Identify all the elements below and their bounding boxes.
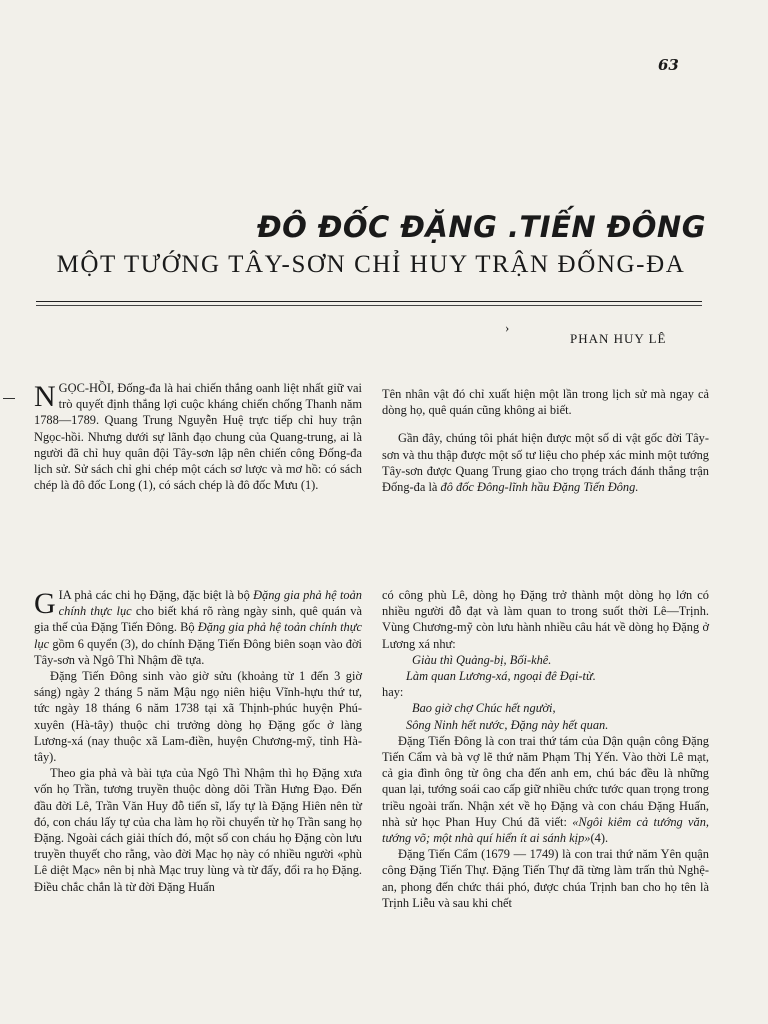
title-rule-thick (36, 301, 702, 302)
body-paragraph-6: Đặng Tiến Cẩm (1679 — 1749) là con trai thứ năm Yên quận công Đặng Tiến Thự. Đặng Tiến Thự đã từng làm trấn thủ Nghệ-an, phong đến chức thái phó, được chúa Trịnh ban cho họ tên là Trịnh Liễu và sau khi chết (382, 847, 709, 910)
verse-line-4: Sông Ninh hết nước, Đặng này hết quan. (406, 717, 609, 732)
intro-paragraph-3 (382, 430, 709, 495)
article-title: ĐÔ ĐỐC ĐẶNG .TIẾN ĐÔNG (257, 210, 706, 244)
body-paragraph-3: Theo gia phả và bài tựa của Ngô Thì Nhậm thì họ Đặng xưa vốn họ Trần, tương truyền thuộc dòng dõi Trần Hưng Đạo. Đến đầu đời Lê, Trần Văn Huy đỗ tiến sĩ, lấy tự là Đặng Hiên nên từ đó, con cháu lấy tự của cha làm họ rồi chuyển từ họ Trần sang họ Đặng. Ngoài cách giải thích đó, một số con cháu họ Đặng còn lưu truyền thuyết cho rằng, vào đời Mạc họ này có nhiều người «phù Lê diệt Mạc» nên bị nhà Mạc truy lùng và từ đấy, đổi ra họ Đặng. Điều chắc chắn là từ đời Đặng Huấn (34, 766, 362, 894)
body-paragraph-4: có công phù Lê, dòng họ Đặng trở thành một dòng họ lớn có nhiều người đỗ đạt và làm quan to trong suốt thời Lê—Trịnh. Vùng Chương-mỹ còn lưu hành nhiều câu hát về dòng họ Đặng ở Lương xá như: (382, 588, 709, 651)
intro-text: GỌC-HỒI, Đống-đa là hai chiến thắng oanh liệt nhất giữ vai trò quyết định thắng lợi cuộc kháng chiến chống Thanh năm 1788—1789. Quang Trung Nguyễn Huệ trực tiếp chỉ huy trận Ngọc-hồi. Nhưng dưới sự lãnh đạo chung của Quang-trung, ai là người đã chỉ huy quân đội Tây-sơn lập nên chiến công Đống-đa lịch sử. Sử sách chỉ ghi chép một cách sơ lược và mơ hồ: có sách chép là đô đốc Long (1), có sách chép là đô đốc Mưu (1). (34, 381, 362, 493)
drop-cap-2: G (34, 587, 56, 620)
page-number: 63 (658, 56, 679, 74)
verse-line-2: Làm quan Lương-xá, ngoại đê Đại-từ. (406, 669, 596, 684)
verse-line-1: Giàu thì Quảng-bị, Bối-khê. (412, 652, 552, 667)
body-paragraph-2: Đặng Tiến Đông sinh vào giờ sửu (khoảng từ 1 đến 3 giờ sáng) ngày 2 tháng 5 năm Mậu ngọ niên hiệu Vĩnh-hựu thứ tư, tức ngày 18 tháng 6 năm 1738 tại xã Thịnh-phúc huyện Phú-xuyên (Hà-tây) thuộc chi trưởng dòng họ Đặng gốc ở làng Lương-xá (nay thuộc xã Lam-điền, huyện Chương-mỹ, tỉnh Hà-tây). (34, 669, 362, 765)
intro-text-3: Gần đây, chúng tôi phát hiện được một số di vật gốc đời Tây-sơn và thu thập được một số tư liệu cho phép xác minh một tướng Tây-sơn được Quang Trung giao cho trọng trách đánh thắng trận Đống-đa là (382, 431, 709, 495)
article-subtitle: MỘT TƯỚNG TÂY-SƠN CHỈ HUY TRẬN ĐỐNG-ĐA (56, 251, 686, 278)
intro-paragraph (34, 380, 362, 493)
verse-connector: hay: (382, 685, 404, 700)
column-left-intro (34, 380, 362, 493)
body-paragraph-5: Đặng Tiến Đông là con trai thứ tám của Dận quận công Đặng Tiến Cẩm và bà vợ lẽ thứ năm Phạm Thị Yến. Vào thời Lê mạt, cả gia đình ông từ ông cha đến anh em, chú bác đều là những quan lại, tướng soái cao cấp giữ nhiều chức tước quan trọng trong triều ngoài trấn. Nhận xét về họ Đặng và con cháu Đặng Huấn, nhà sử học Phan Huy Chú đã viết: «Ngôi kiêm cả tướng văn, tướng võ; một nhà quí hiển ít ai sánh kịp»(4). (382, 733, 710, 846)
title-rule-thin (36, 305, 702, 306)
verse-line-3: Bao giờ chợ Chúc hết người, (412, 701, 556, 716)
column-left-body (34, 587, 362, 895)
column-right-body (382, 587, 709, 911)
intro-italic-name: đô đốc Đông-lĩnh hầu Đặng Tiến Đông. (440, 480, 639, 495)
column-right-intro (382, 386, 709, 495)
drop-cap: N (34, 380, 56, 413)
margin-dash (3, 398, 15, 399)
stray-mark: › (505, 320, 510, 335)
intro-paragraph-2: Tên nhân vật đó chỉ xuất hiện một lần trong lịch sử mà ngay cả dòng họ, quê quán cũng không ai biết. (382, 387, 709, 418)
body-paragraph-1: GIA phả các chi họ Đặng, đặc biệt là bộ Đặng gia phả hệ toản chính thực lục cho biết khá rõ ràng ngày sinh, quê quán và gia thế của Đặng Tiến Đông. Bộ Đặng gia phả hệ toản chính thực lục gồm 6 quyển (3), do chính Đặng Tiến Đông biên soạn vào đời Tây-sơn và Ngô Thì Nhậm đề tựa. (34, 587, 363, 667)
author-name: PHAN HUY LÊ (570, 331, 667, 346)
